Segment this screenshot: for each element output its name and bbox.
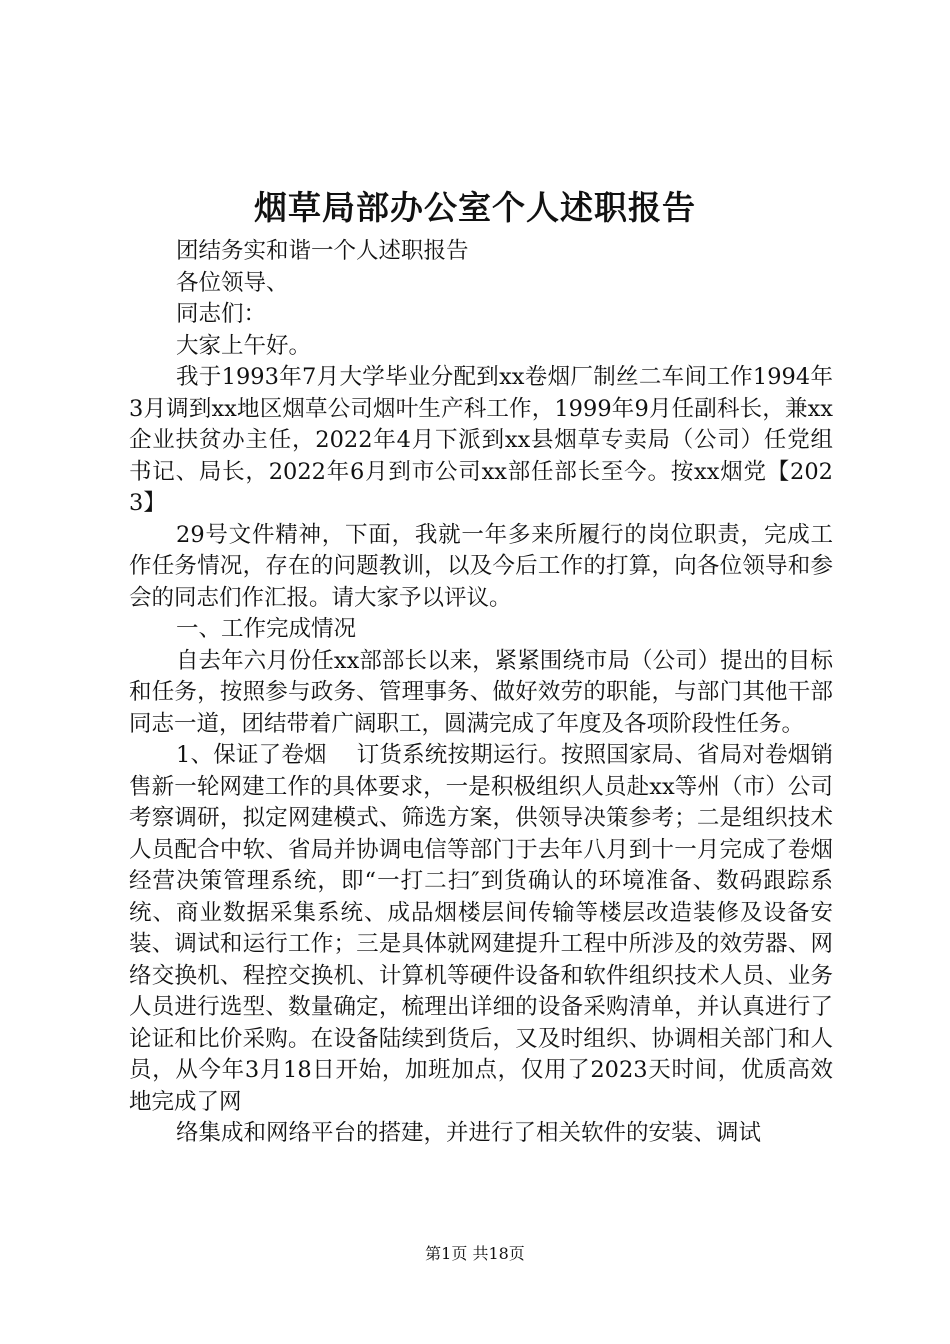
paragraph-network-integration: 络集成和网络平台的搭建，并进行了相关软件的安装、调试: [176, 1120, 762, 1146]
paragraph-salutation-comrades: 同志们：: [176, 301, 267, 327]
paragraph-career-history: 我于1993年7月大学毕业分配到xx卷烟厂制丝二车间工作1994年3月调到xx地区烟草公司烟叶生产科工作，1999年9月任副科长，兼xx企业扶贫办主任，2022年4月下派到xx县烟草专卖局（公司）任党组书记、局长，2022年6月到市公司xx部任部长至今。按xx烟党【2023】: [129, 364, 833, 516]
page-number: 第1页 共18页: [425, 1244, 525, 1263]
paragraph-greeting: 大家上午好。: [176, 332, 312, 359]
document-body: [129, 236, 833, 1150]
section-heading-work-completion: 一、工作完成情况: [176, 616, 357, 642]
document-title: 烟草局部办公室个人述职报告: [254, 188, 696, 227]
paragraph-ordering-system: 1、保证了卷烟 订货系统按期运行。按照国家局、省局对卷烟销售新一轮网建工作的具体要求，一是积极组织人员赴xx等州（市）公司考察调研，拟定网建模式、筛选方案，供领导决策参考；二是组织技术人员配合中软、省局并协调电信等部门于去年八月到十一月完成了卷烟经营决策管理系统，即“一打二扫″到货确认的环境准备、数码跟踪系统、商业数据采集系统、成品烟楼层间传输等楼层改造装修及设备安装、调试和运行工作；三是具体就网建提升工程中所涉及的效劳器、网络交换机、程控交换机、计算机等硬件设备和软件组织技术人员、业务人员进行选型、数量确定，梳理出详细的设备采购清单，并认真进行了论证和比价采购。在设备陆续到货后，又及时组织、协调相关部门和人员，从今年3月18日开始，加班加点，仅用了2023天时间，优质高效地完成了网: [129, 742, 833, 1115]
paragraph-work-summary: 自去年六月份任xx部部长以来，紧紧围绕市局（公司）提出的目标和任务，按照参与政务、管理事务、做好效劳的职能，与部门其他干部同志一道，团结带着广阔职工，圆满完成了年度及各项阶段性任务。: [129, 647, 833, 737]
paragraph-report-intro: 29号文件精神，下面，我就一年多来所履行的岗位职责，完成工作任务情况，存在的问题教训，以及今后工作的打算，向各位领导和参会的同志们作汇报。请大家予以评议。: [129, 521, 833, 611]
paragraph-salutation-leaders: 各位领导、: [176, 269, 289, 296]
paragraph-subtitle: 团结务实和谐一个人述职报告: [176, 238, 469, 264]
